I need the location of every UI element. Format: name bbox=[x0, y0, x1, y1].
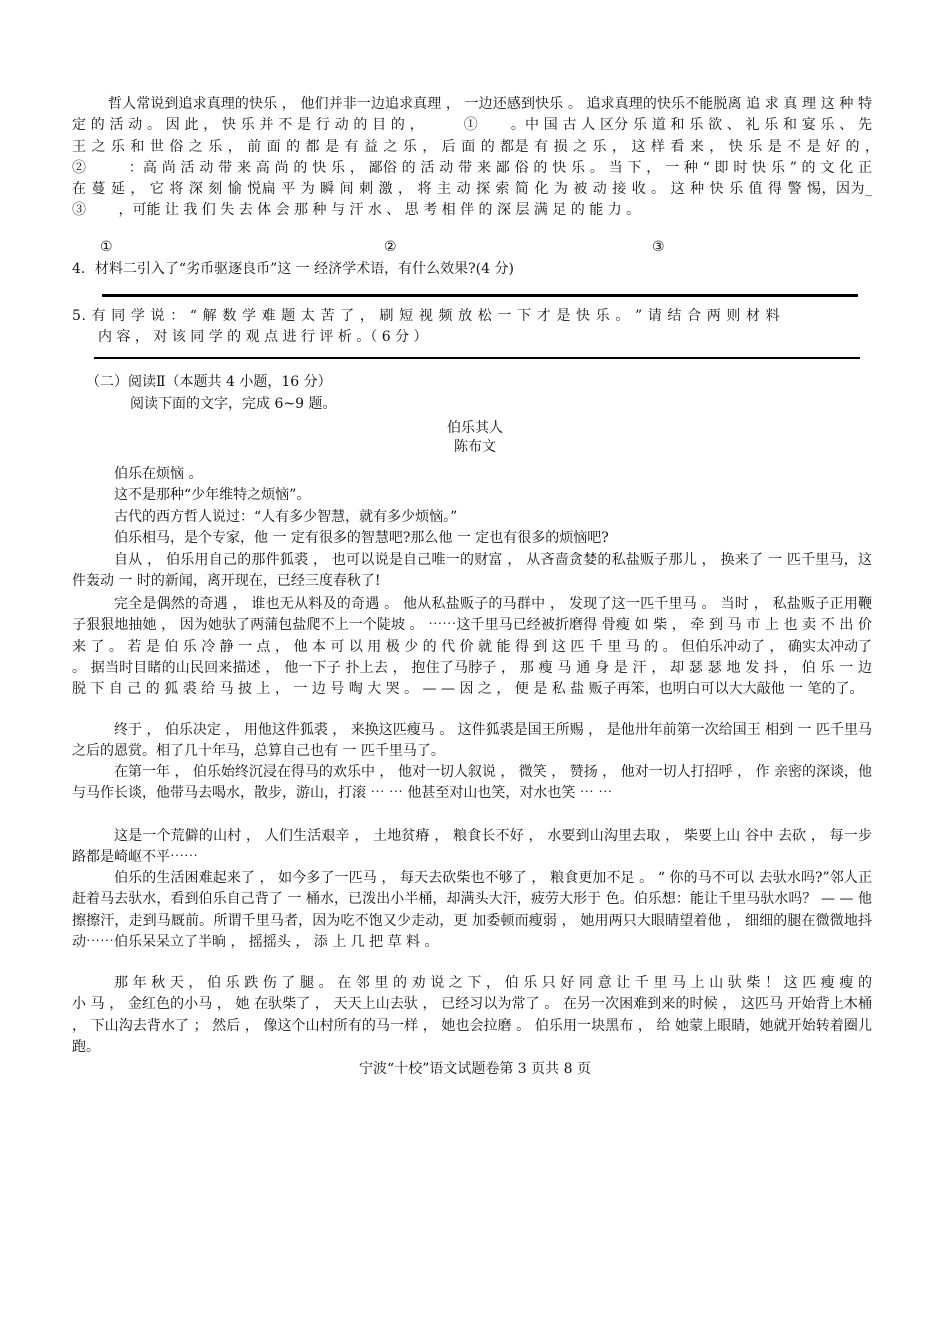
answer-blank-2: ② bbox=[384, 239, 397, 255]
article-author: 陈布文 bbox=[454, 439, 496, 455]
article-paragraph: 这是一个荒僻的山村 ， 人们生活艰辛 ， 土地贫瘠 ， 粮食长不好 ， 水要到山沟里去取 ， 柴要上山 谷中 去砍 ， 每一步路都是崎岖不平⋯⋯ bbox=[72, 828, 872, 866]
article-title: 伯乐其人 bbox=[447, 420, 503, 436]
passage-paragraph: 哲人常说到追求真理的快乐 ， 他们并非一边追求真理 ， 一边还感到快乐 。 追求真理的快乐不能脱离 追 求 真 理 这 种 特 定 的 活 动 。 因 此 ， 快 乐 并 不 是 行 动 的 目 的 ， ① 。中 国 古 人 区分 乐 道 和 乐 欲 、 礼 乐 和 宴 乐 、 先 王 之 乐 和 世 俗 之 乐 ， 前 面 的 都 是 有 益 之 乐 ， 后 面 的 都是 有 损 之 乐 ， 这 样 看 来 ， 快 乐 是 不 是 好 的 ， ② ：高 尚 活 动 带 来 高 尚 的 快 乐 ， 鄙俗 的 活 动 带 来 鄙 俗 的 快 乐 。 当 下 ， 一 种 “ 即 时 快 乐 ” 的 文 化 正 在 蔓 延 ， 它 将 深 刻 愉 悦扁 平 为 瞬 间 刺 激 ， 将 主 动 探 索 简 化 为 被 动 接 收 。 这 种 快 乐 值 得 警 惕，因为_ ③ ，可能 让 我 们 失 去 体 会 那 种 与 汗 水 、 思 考 相 伴 的 深 层 满 足 的 能 力 。 bbox=[72, 96, 914, 219]
article-paragraph: 伯乐的生活困难起来了 ， 如今多了一匹马 ， 每天去砍柴也不够了 ， 粮食更加不足 。 “ 你的马不可以 去驮水吗?”邻人正赶着马去驮水，看到伯乐自己背了 一 桶水，已泼出小半桶，却满头大汗，疲劳大形于 色。伯乐想：能让千里马驮水吗？ — — 他擦擦汗，走到马厩前。所谓千里马者，因为吃不饱又少走动，更 加委顿而瘦弱 ， 她用两只大眼睛望着他 ， 细细的腿在微微地抖动⋯⋯伯乐呆呆立了半晌 ， 摇摇头 ， 添 上 几 把 草 料 。 bbox=[72, 870, 872, 950]
article-paragraph: 自从 ， 伯乐用自己的那件狐裘 ， 也可以说是自己唯一的财富 ， 从吝啬贪婪的私盐贩子那儿 ， 换来了 一 匹千里马，这件轰动 一 时的新闻，离开现在，已经三度春秋了! bbox=[72, 552, 872, 590]
article-paragraph: 完全是偶然的奇遇 ， 谁也无从料及的奇遇 。 他从私盐贩子的马群中 ， 发现了这一匹千里马 。 当时 ， 私盐贩子正用鞭子狠狠地抽她 ， 因为她驮了两蒲包盐爬不上一个陡坡 。 ⋯⋯这千里马已经被折磨得 骨瘦 如 柴 ， 牵 到 马 市 上 也 卖 不 出 价 来 了 。 若 是 伯 乐 冷 静 一 点 ， 他 本 可 以 用 极 少 的 代 价 就 能 得 到 这 匹 千 里 马 的 。 但伯乐冲动了 ， 确实太冲动了 。 据当时目睹的山民回来描述 ， 他一下子 扑上去 ， 抱住了马脖子 ， 那 瘦 马 通 身 是 汗 ， 却 瑟 瑟 地 发 抖 ， 伯 乐 一 边 脱 下 自 己 的 狐 裘 给 马 披 上 ， 一 边 号 啕 大 哭 。 — — 因 之 ， 便 是 私 盐 贩子再笨，也明白可以大大敲他 一 笔的了。 bbox=[72, 596, 877, 698]
question-5-line-1: 5. 有 同 学 说 ： “ 解 数 学 难 题 太 苦 了 ， 刷 短 视 频 放 松 一 下 才 是 快 乐 。 ” 请 结 合 两 则 材 料 bbox=[72, 308, 781, 324]
question-4: 4．材料二引入了“劣币驱逐良币”这 一 经济学术语，有什么效果?(4 分) bbox=[72, 261, 514, 277]
page-footer: 宁波“十校”语文试题卷第 3 页共 8 页 bbox=[359, 1061, 591, 1077]
answer-blank-3: ③ bbox=[652, 239, 665, 255]
article-paragraph: 伯乐相马，是个专家，他 一 定有很多的智慧吧?那么他 一 定也有很多的烦恼吧? bbox=[114, 530, 609, 546]
article-paragraph: 伯乐在烦恼 。 bbox=[114, 466, 203, 482]
article-paragraph: 终于 ， 伯乐决定 ， 用他这件狐裘 ， 来换这匹瘦马 。 这件狐裘是国王所赐 ， 是他卅年前第一次给国王 相到 一 匹千里马之后的恩赏。相了几十年马，总算自己也有 一 匹千里马了。 bbox=[72, 722, 872, 760]
answer-blank-1: ① bbox=[100, 239, 113, 255]
article-paragraph: 那 年 秋 天 ， 伯 乐 跌 伤 了 腿 。 在 邻 里 的 劝 说 之 下 ， 伯 乐 只 好 同 意 让 千 里 马 上 山 驮 柴 ！ 这 匹 瘦 瘦 的 小 马 ， 金红色的小马 ， 她 在驮柴了 ， 天天上山去驮 ， 已经习以为常了 。 在另一次困难到来的时候 ， 这匹马 开始背上木桶 ， 下山沟去背水了 ； 然后 ， 像这个山村所有的马一样 ， 她也会拉磨 。 伯乐用一块黑布 ， 给 她蒙上眼睛，她就开始转着圈儿跑。 bbox=[72, 975, 877, 1055]
answer-line-q4 bbox=[102, 294, 858, 297]
article-paragraph: 这不是那种“少年维特之烦恼”。 bbox=[114, 487, 311, 503]
section-heading: （二）阅读Ⅱ（本题共 4 小题，16 分） bbox=[86, 374, 332, 390]
question-5-line-2: 内 容 ， 对 该 同 学 的 观 点 进 行 评 析 。（ 6 分 ） bbox=[98, 329, 428, 345]
article-paragraph: 在第一年 ， 伯乐始终沉浸在得马的欢乐中 ， 他对一切人叙说 ， 微笑 ， 赞扬 ， 他对一切人打招呼 ， 作 亲密的深谈，他与马作长谈，他带马去喝水，散步，游山，打滚 ⋯ ⋯ 他甚至对山也笑，对水也笑 ⋯ ⋯ bbox=[72, 764, 872, 802]
answer-line-q5 bbox=[94, 357, 860, 359]
article-paragraph: 古代的西方哲人说过：“人有多少智慧，就有多少烦恼。” bbox=[114, 509, 458, 525]
section-instruction: 阅读下面的文字，完成 6~9 题。 bbox=[130, 396, 337, 412]
